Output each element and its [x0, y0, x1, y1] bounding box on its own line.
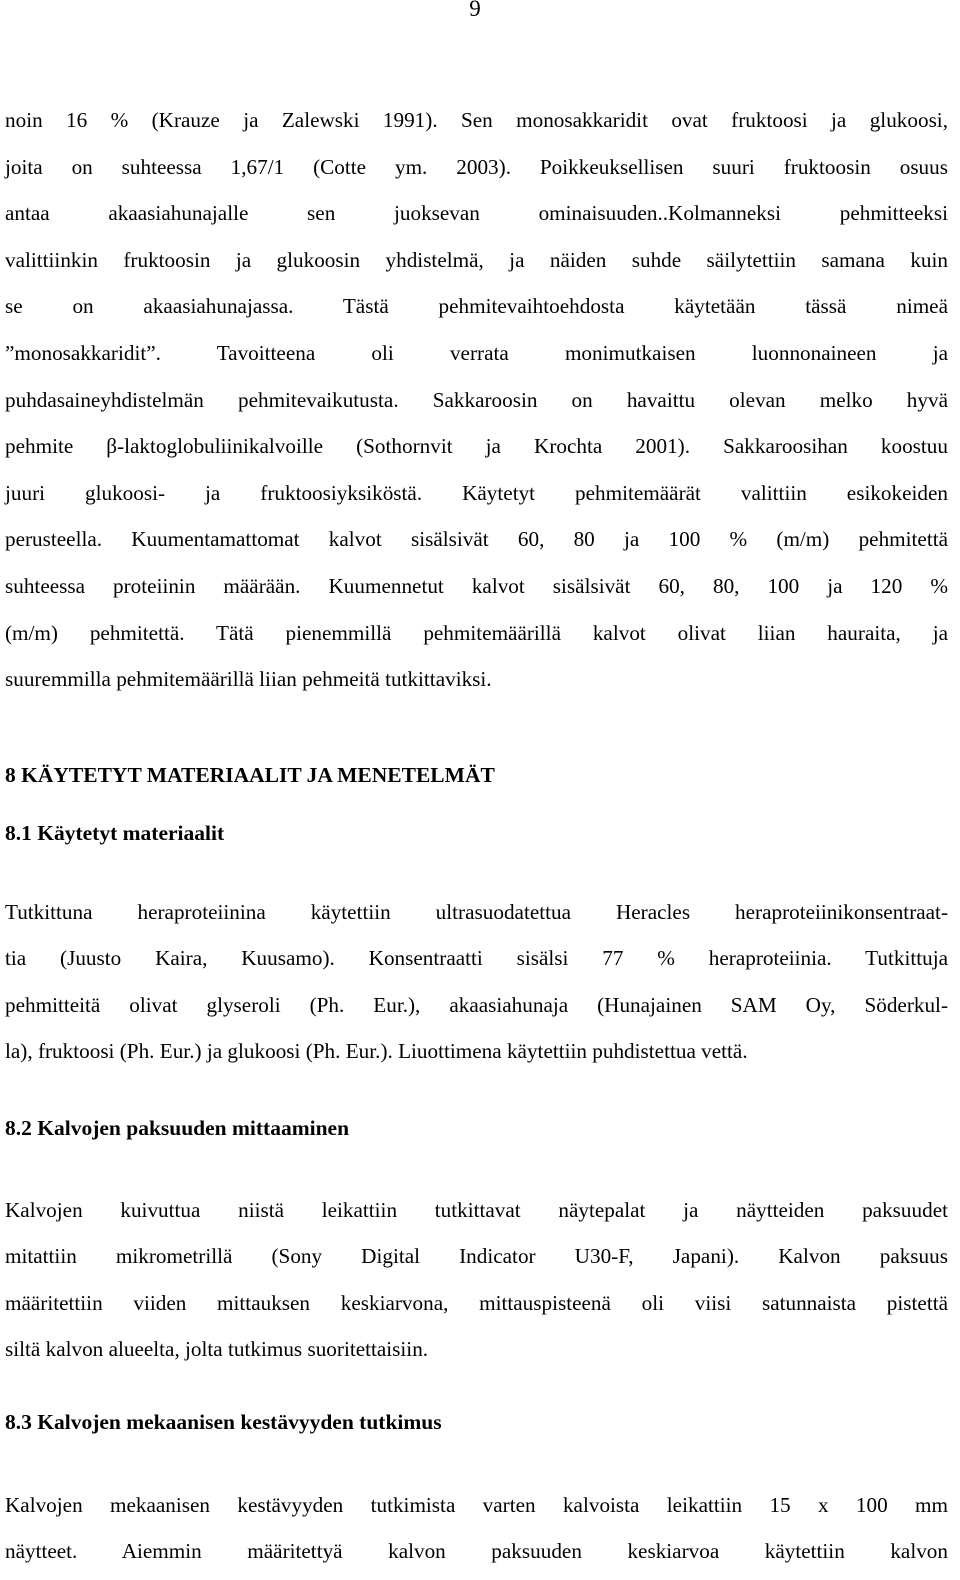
section-heading-materials-methods: 8 KÄYTETYT MATERIAALIT JA MENETELMÄT	[5, 763, 495, 787]
paragraph-thickness	[5, 1187, 948, 1373]
text-line: pehmite β-laktoglobuliinikalvoille (Sothornvit ja Krochta 2001). Sakkaroosihan koostuu	[5, 434, 948, 459]
text-line: Tutkittuna heraproteiinina käytettiin ultrasuodatettua Heracles heraproteiinikonsentraat-	[5, 900, 948, 924]
text-line: suuremmilla pehmitemäärillä liian pehmeitä tutkittaviksi.	[5, 667, 492, 692]
text-line: antaa akaasiahunajalle sen juoksevan ominaisuuden..Kolmanneksi pehmitteeksi	[5, 201, 948, 226]
text-line: (m/m) pehmitettä. Tätä pienemmillä pehmitemäärillä kalvot olivat liian hauraita, ja	[5, 620, 948, 645]
subsection-heading-materials: 8.1 Käytetyt materiaalit	[5, 821, 225, 845]
text-line: pehmitteitä olivat glyseroli (Ph. Eur.), akaasiahunaja (Hunajainen SAM Oy, Söderkul-	[5, 992, 948, 1017]
paragraph-plasticizers	[5, 97, 948, 703]
text-line: puhdasaineyhdistelmän pehmitevaikutusta. Sakkaroosin on havaittu olevan melko hyvä	[5, 387, 948, 412]
paragraph-materials	[5, 889, 948, 1074]
text-line: perusteella. Kuumentamattomat kalvot sisälsivät 60, 80 ja 100 % (m/m) pehmitettä	[5, 527, 948, 552]
subsection-heading-mechanical: 8.3 Kalvojen mekaanisen kestävyyden tutkimus	[5, 1410, 442, 1434]
text-line: se on akaasiahunajassa. Tästä pehmitevaihtoehdosta käytetään tässä nimeä	[5, 294, 948, 319]
text-line: Kalvojen kuivuttua niistä leikattiin tutkittavat näytepalat ja näytteiden paksuudet	[5, 1198, 948, 1222]
text-line: siltä kalvon alueelta, jolta tutkimus suoritettaisiin.	[5, 1337, 429, 1362]
page-number: 9	[469, 0, 481, 21]
text-line: joita on suhteessa 1,67/1 (Cotte ym. 2003). Poikkeuksellisen suuri fruktoosin osuus	[5, 154, 948, 179]
text-line: määritettiin viiden mittauksen keskiarvona, mittauspisteenä oli viisi satunnaista pistettä	[5, 1290, 948, 1315]
text-line: mitattiin mikrometrillä (Sony Digital Indicator U30-F, Japani). Kalvon paksuus	[5, 1244, 948, 1269]
text-line: suhteessa proteiinin määrään. Kuumennetut kalvot sisälsivät 60, 80, 100 ja 120 %	[5, 573, 948, 598]
text-line: juuri glukoosi- ja fruktoosiyksiköstä. Käytetyt pehmitemäärät valittiin esikokeiden	[5, 480, 948, 505]
text-line: tia (Juusto Kaira, Kuusamo). Konsentraatti sisälsi 77 % heraproteiinia. Tutkittuja	[5, 946, 948, 971]
text-line: ”monosakkaridit”. Tavoitteena oli verrata monimutkaisen luonnonaineen ja	[5, 340, 948, 365]
text-line: näytteet. Aiemmin määritettyä kalvon paksuuden keskiarvoa käytettiin kalvon	[5, 1539, 948, 1564]
text-line: valittiinkin fruktoosin ja glukoosin yhdistelmä, ja näiden suhde säilytettiin samana kuin	[5, 247, 948, 272]
text-line: noin 16 % (Krauze ja Zalewski 1991). Sen monosakkaridit ovat fruktoosi ja glukoosi,	[5, 108, 948, 132]
paragraph-mechanical	[5, 1482, 948, 1575]
subsection-heading-thickness: 8.2 Kalvojen paksuuden mittaaminen	[5, 1116, 350, 1140]
text-line: la), fruktoosi (Ph. Eur.) ja glukoosi (Ph. Eur.). Liuottimena käytettiin puhdistettua vettä.	[5, 1038, 748, 1063]
text-line: Kalvojen mekaanisen kestävyyden tutkimista varten kalvoista leikattiin 15 x 100 mm	[5, 1493, 948, 1517]
